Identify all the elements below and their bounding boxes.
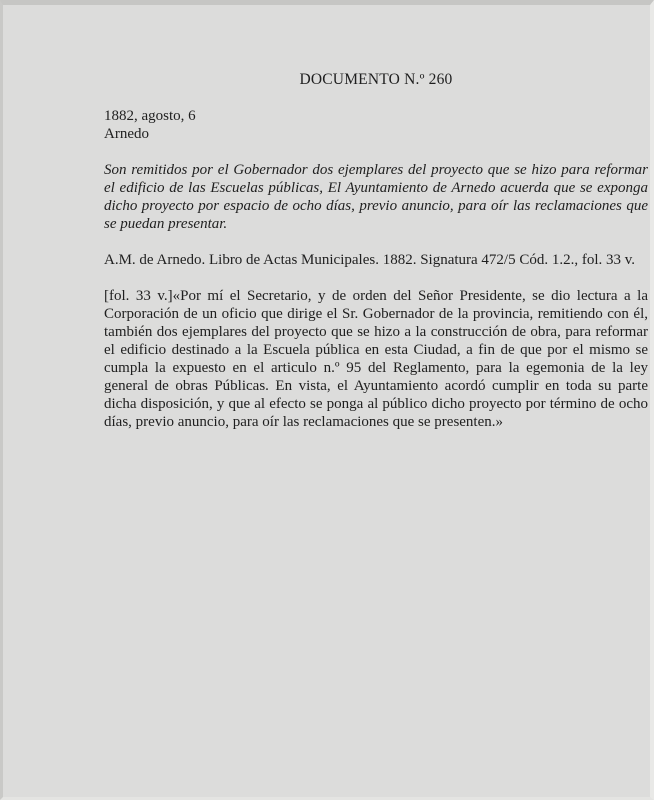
archive-reference: A.M. de Arnedo. Libro de Actas Municipales. 1882. Signatura 472/5 Cód. 1.2., fol. 33 v.: [104, 252, 636, 268]
document-date: 1882, agosto, 6: [104, 108, 196, 124]
document-place: Arnedo: [104, 126, 149, 142]
document-transcription: [fol. 33 v.]«Por mí el Secretario, y de orden del Señor Presidente, se dio lectura a la Corporación de un oficio que dirige el Sr. Gobernador de la provincia, remitiendo con él, también dos ejemplares del proyecto que se hizo a la construcción de obra, para reformar el edificio destinado a la Escuela pública en esta Ciudad, a fin de que por el mismo se cumpla la expuesto en el articulo n.º 95 del Reglamento, para la egemonia de la ley general de obras Públicas. En vista, el Ayuntamiento acordó cumplir en toda su parte dicha disposición, y que al efecto se ponga al público dicho proyecto por término de ocho días, previo anuncio, para oír las reclamaciones que se presenten.»: [104, 288, 648, 430]
document-content: [3, 5, 650, 797]
document-dateline: [104, 107, 648, 143]
document-summary: Son remitidos por el Gobernador dos ejemplares del proyecto que se hizo para reformar el edificio de las Escuelas públicas, El Ayuntamiento de Arnedo acuerda que se exponga dicho proyecto por espacio de ocho días, previo anuncio, para oír las reclamaciones que se puedan presentar.: [104, 162, 648, 232]
document-title: DOCUMENTO N.º 260: [299, 71, 453, 88]
